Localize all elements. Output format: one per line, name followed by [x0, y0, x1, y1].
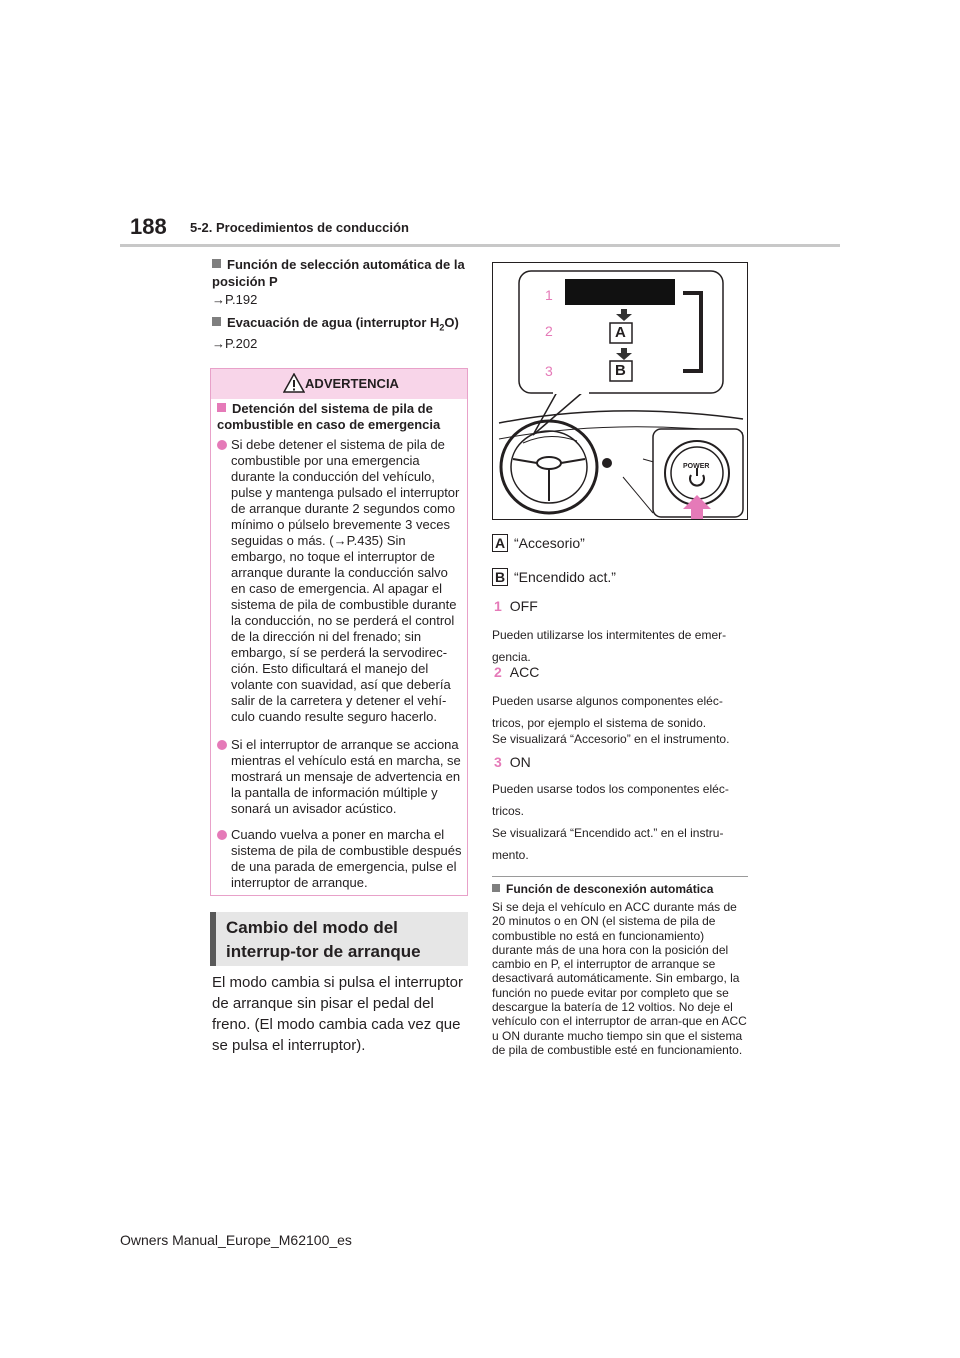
legend-b-text: “Encendido act.”: [514, 569, 616, 585]
warning-item: [217, 737, 463, 817]
heading-auto-p: [212, 256, 470, 290]
square-bullet-icon: [212, 317, 221, 326]
section-title: Cambio del modo del interrup-tor de arranque: [226, 918, 421, 961]
bullet-dot-icon: [217, 830, 227, 840]
figure-box-b: B: [615, 362, 626, 379]
bullet-dot-icon: [217, 440, 227, 450]
warning-item-text: Si debe detener el sistema de pila de combustible por una emergencia durante la conducción del vehículo, pulse y mantenga pulsado el interruptor de arranque durante 2 segundos como mínimo o púlselo brevemente 3 veces seguidas o más. (→P.435) Sin embargo, no toque el interruptor de arranque durante la conducción salvo en caso de emergencia. Al apagar el sistema de pila de combustible durante la conducción, no se perderá el control de la dirección ni del frenado; sin embargo, sí se perderá la servodirec-ción. Esto dificultará el manejo del volante con suavidad, así que debería salir de la carretera y detener el vehí-culo cuando resulte seguro hacerlo.: [231, 437, 460, 724]
right-divider: [492, 876, 748, 877]
figure-step-1: 1: [545, 287, 553, 303]
mode-acc-name: ACC: [509, 664, 540, 680]
header-divider: [120, 244, 840, 247]
legend-b: [492, 568, 616, 586]
figure-drawing: [493, 263, 747, 519]
warning-header: [211, 369, 467, 399]
figure-box-a: A: [615, 324, 626, 341]
mode-acc-display: Se visualizará “Accesorio” en el instrumento.: [492, 732, 730, 746]
mode-off-number: 1: [494, 598, 502, 614]
warning-item-text: Cuando vuelva a poner en marcha el sistema de pila de combustible después de una parada de emergencia, pulse el interruptor de arranque.: [231, 827, 462, 890]
mode-off-name: OFF: [509, 598, 538, 614]
mode-on-desc: Pueden usarse todos los componentes eléc-tricos.: [492, 782, 729, 818]
heading-water-drain-sub: 2: [439, 322, 445, 333]
section-title-box: [210, 912, 468, 966]
legend-a: [492, 534, 585, 552]
warning-item-text: Si el interruptor de arranque se acciona mientras el vehículo está en marcha, se mostrará un mensaje de advertencia en la pantalla de información múltiple y sonará un avisador acústico.: [231, 737, 461, 816]
figure-step-3: 3: [545, 363, 553, 379]
warning-title: ADVERTENCIA: [305, 376, 399, 391]
warning-subtitle-text: Detención del sistema de pila de combustible en caso de emergencia: [217, 401, 441, 432]
heading-water-drain-pre: Evacuación de agua (interruptor H: [227, 315, 440, 330]
square-bullet-icon: [212, 259, 221, 268]
footer-text: Owners Manual_Europe_M62100_es: [120, 1232, 352, 1248]
bullet-dot-icon: [217, 740, 227, 750]
legend-a-box: A: [492, 534, 508, 552]
legend-b-box: B: [492, 568, 508, 586]
warning-item: [217, 827, 463, 891]
heading-auto-p-text: Función de selección automática de la posición P: [212, 257, 465, 289]
mode-off-desc: Pueden utilizarse los intermitentes de emer-gencia.: [492, 628, 727, 664]
mode-on-name: ON: [509, 754, 531, 770]
reference-p192: →P.192: [212, 292, 258, 307]
page-number: 188: [130, 214, 167, 239]
power-button-label: POWER: [683, 463, 710, 470]
figure-step-2: 2: [545, 323, 553, 339]
heading-water-drain: [212, 314, 470, 337]
auto-off-heading-text: Función de desconexión automática: [506, 882, 714, 896]
chapter-title: 5-2. Procedimientos de conducción: [190, 220, 409, 235]
mode-off: [494, 598, 538, 614]
reference-p202: →P.202: [212, 336, 258, 351]
mode-on-number: 3: [494, 754, 502, 770]
mode-acc-desc: Pueden usarse algunos componentes eléc-tricos, por ejemplo el sistema de sonido.: [492, 694, 723, 730]
legend-a-text: “Accesorio”: [514, 535, 585, 551]
square-bullet-icon: [217, 403, 226, 412]
power-switch-illustration: [492, 262, 748, 520]
square-bullet-icon: [492, 884, 500, 892]
heading-water-drain-post: O): [444, 315, 459, 330]
warning-box: [210, 368, 468, 896]
section-body: El modo cambia si pulsa el interruptor de arranque sin pisar el pedal del freno. (El modo cambia cada vez que se pulsa el interruptor).: [212, 974, 463, 1054]
warning-subtitle: [217, 401, 461, 433]
auto-off-heading: [492, 882, 748, 896]
mode-acc: [494, 664, 539, 680]
warning-item: [217, 437, 463, 725]
mode-on-display: Se visualizará “Encendido act.” en el instru-mento.: [492, 826, 724, 862]
auto-off-body: Si se deja el vehículo en ACC durante más de 20 minutos o en ON (el sistema de pila de combustible no está en funcionamiento) durante más de una hora con la posición del cambio en P, el interruptor de arranque se desactivará automáticamente. Sin embargo, la función no puede evitar por completo que se descargue la batería de 12 voltios. No deje el vehículo con el interruptor de arran-que en ACC u ON durante mucho tiempo sin que el sistema de pila de combustible esté en funcionamiento.: [492, 900, 747, 1057]
mode-acc-number: 2: [494, 664, 502, 680]
mode-on: [494, 754, 531, 770]
